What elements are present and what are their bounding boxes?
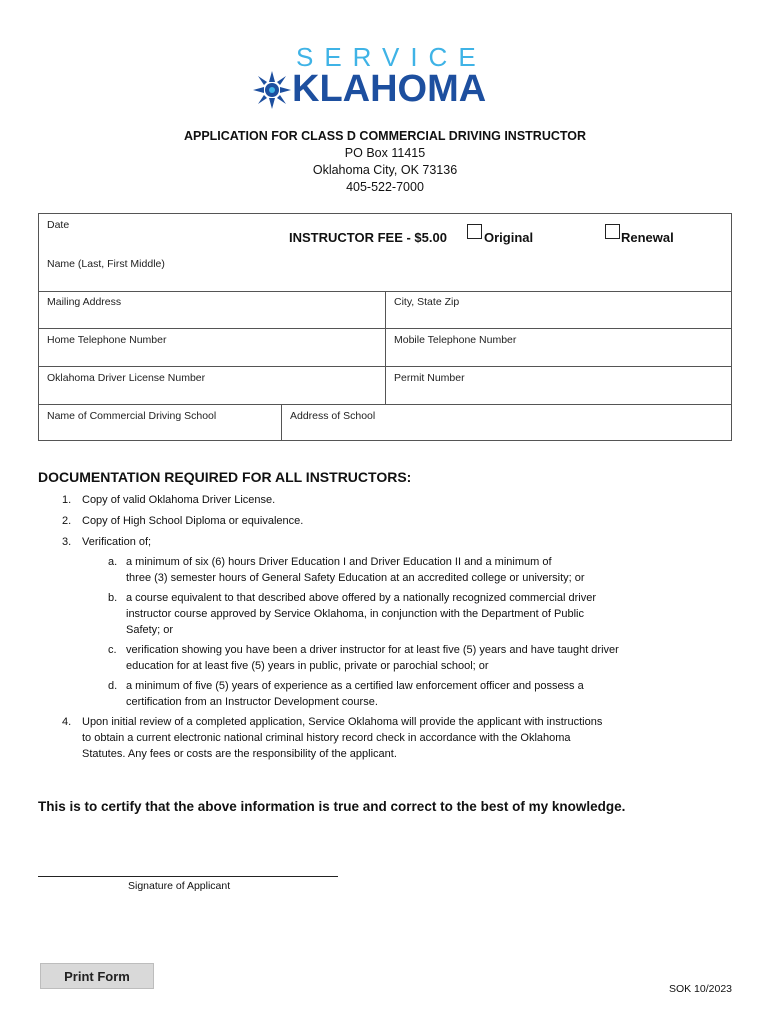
renewal-label: Renewal bbox=[621, 230, 674, 245]
school-address-label: Address of School bbox=[290, 410, 376, 422]
sublist-item bbox=[126, 590, 716, 638]
row-address bbox=[39, 291, 731, 329]
renewal-checkbox[interactable] bbox=[605, 224, 620, 239]
list-number: 1. bbox=[62, 494, 72, 506]
row-phones bbox=[39, 329, 731, 367]
driver-license-label: Oklahoma Driver License Number bbox=[47, 372, 206, 384]
po-box: PO Box 11415 bbox=[344, 146, 426, 160]
certification-statement: This is to certify that the above information is true and correct to the best of my knowledge. bbox=[38, 799, 626, 814]
mobile-phone-field[interactable] bbox=[386, 329, 731, 366]
home-phone-field[interactable] bbox=[39, 329, 386, 366]
permit-number-field[interactable] bbox=[386, 367, 731, 404]
list-line: Upon initial review of a completed application, Service Oklahoma will provide the applicant with instructions bbox=[82, 716, 603, 728]
application-form bbox=[38, 213, 732, 441]
sublist-letter: b. bbox=[108, 592, 118, 604]
home-phone-label: Home Telephone Number bbox=[47, 334, 167, 346]
city-address: Oklahoma City, OK 73136 bbox=[312, 163, 458, 177]
sublist-letter: d. bbox=[108, 680, 118, 692]
sublist-line: certification from an Instructor Development course. bbox=[126, 696, 378, 708]
sublist-line: a course equivalent to that described above offered by a nationally recognized commercial driver bbox=[126, 592, 597, 604]
sublist-letter: a. bbox=[108, 556, 118, 568]
sublist-line: a minimum of six (6) hours Driver Education I and Driver Education II and a minimum of bbox=[126, 556, 552, 568]
sublist-item bbox=[126, 678, 716, 710]
list-item bbox=[82, 714, 722, 762]
school-name-field[interactable] bbox=[39, 405, 282, 440]
list-item: Copy of valid Oklahoma Driver License. bbox=[82, 494, 276, 506]
logo-service-text: SERVICE bbox=[296, 42, 487, 72]
documentation-list bbox=[38, 492, 738, 772]
driver-license-field[interactable] bbox=[39, 367, 386, 404]
print-form-button[interactable]: Print Form bbox=[40, 963, 154, 989]
service-oklahoma-logo bbox=[252, 42, 522, 116]
form-title: APPLICATION FOR CLASS D COMMERCIAL DRIVING INSTRUCTOR bbox=[183, 129, 587, 143]
date-label: Date bbox=[47, 219, 70, 231]
school-name-label: Name of Commercial Driving School bbox=[47, 410, 217, 422]
phone-number: 405-522-7000 bbox=[346, 180, 424, 194]
list-number: 2. bbox=[62, 515, 72, 527]
mobile-phone-label: Mobile Telephone Number bbox=[394, 334, 517, 346]
city-state-zip-field[interactable] bbox=[386, 291, 731, 328]
name-label: Name (Last, First Middle) bbox=[47, 258, 165, 270]
school-address-field[interactable] bbox=[282, 405, 731, 440]
city-state-zip-label: City, State Zip bbox=[394, 296, 460, 308]
list-line: to obtain a current electronic national criminal history record check in accordance with the Oklahoma bbox=[82, 732, 571, 744]
permit-number-label: Permit Number bbox=[394, 372, 465, 384]
mailing-address-label: Mailing Address bbox=[47, 296, 122, 308]
sublist-line: verification showing you have been a driver instructor for at least five (5) years and have taught driver bbox=[126, 644, 619, 656]
list-number: 4. bbox=[62, 716, 72, 728]
document-header bbox=[0, 128, 770, 196]
name-field[interactable] bbox=[39, 253, 731, 291]
logo-oklahoma-text: KLAHOMA bbox=[292, 68, 487, 110]
sublist-line: Safety; or bbox=[126, 624, 174, 636]
sublist-line: instructor course approved by Service Oklahoma, in conjunction with the Department of Public bbox=[126, 608, 584, 620]
row-school bbox=[39, 405, 731, 440]
row-date-fee bbox=[39, 214, 731, 253]
sublist-line: education for at least five (5) years in public, private or parochial school; or bbox=[126, 660, 489, 672]
row-name bbox=[39, 253, 731, 292]
original-checkbox[interactable] bbox=[467, 224, 482, 239]
signature-line[interactable] bbox=[38, 876, 338, 877]
snowflake-star-icon bbox=[252, 70, 292, 110]
row-license bbox=[39, 367, 731, 405]
sublist-line: three (3) semester hours of General Safety Education at an accredited college or university; or bbox=[126, 572, 585, 584]
sublist-item bbox=[126, 554, 716, 586]
original-label: Original bbox=[484, 230, 534, 245]
signature-label: Signature of Applicant bbox=[128, 880, 231, 892]
sublist-line: a minimum of five (5) years of experience as a certified law enforcement officer and possess a bbox=[126, 680, 584, 692]
list-line: Statutes. Any fees or costs are the responsibility of the applicant. bbox=[82, 748, 397, 760]
sublist-letter: c. bbox=[108, 644, 117, 656]
form-code: SOK 10/2023 bbox=[668, 983, 732, 995]
sublist-item bbox=[126, 642, 716, 674]
list-number: 3. bbox=[62, 536, 72, 548]
documentation-heading: DOCUMENTATION REQUIRED FOR ALL INSTRUCTORS: bbox=[38, 469, 412, 485]
list-item: Copy of High School Diploma or equivalence. bbox=[82, 515, 304, 527]
instructor-fee-label: INSTRUCTOR FEE - $5.00 bbox=[289, 230, 447, 245]
mailing-address-field[interactable] bbox=[39, 291, 386, 328]
list-item: Verification of; bbox=[82, 536, 152, 548]
